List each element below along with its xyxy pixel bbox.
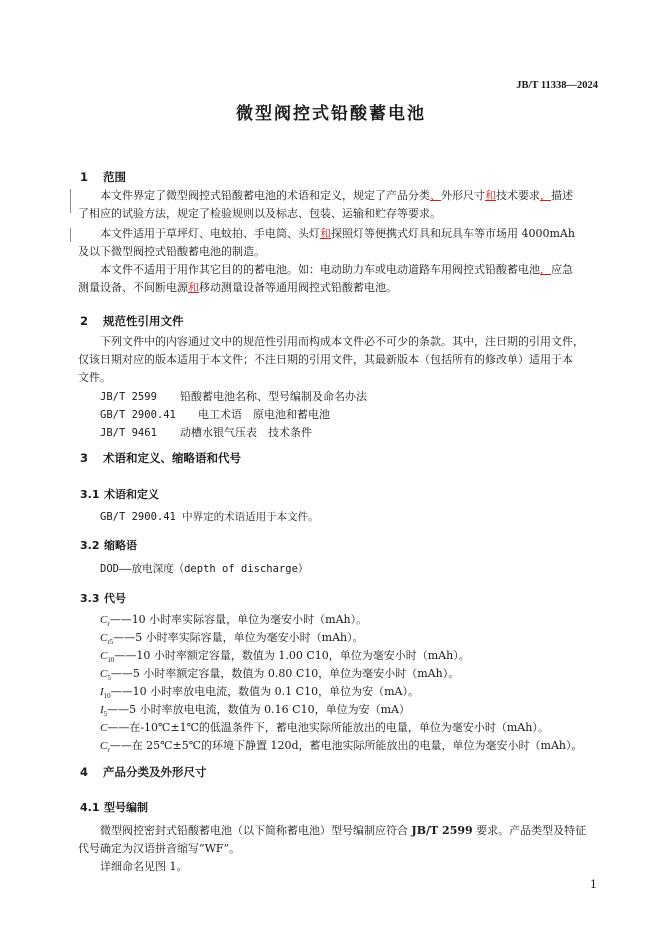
text-run: 微型阀控密封式铅酸蓄电池（以下简称蓄电池）型号编制应符合 (100, 824, 412, 837)
section-number: 3.2 (80, 539, 100, 552)
section-number: 3 (80, 451, 89, 465)
reference-code: JB/T 2599 (100, 391, 157, 403)
section-title: 范围 (103, 170, 126, 184)
scope-para-3-line-2 (78, 279, 397, 297)
text-run: 技术要求 (496, 189, 540, 202)
symbol-definition: ——5 小时率额定容量，数值为 0.80 C10，单位为毫安小时（mAh）。 (110, 667, 460, 680)
section-title: 规范性引用文件 (103, 314, 184, 328)
model-para-line-1 (100, 822, 586, 840)
inserted-text: 和 (188, 281, 199, 294)
section-3-1-heading (80, 486, 159, 502)
page-number: 1 (590, 878, 597, 891)
symbol-definition: ——10 小时率额定容量，数值为 1.00 C10，单位为毫安小时（mAh）。 (114, 649, 470, 662)
standard-ref: JB/T 2599 (411, 824, 473, 837)
reference-item (100, 424, 312, 442)
document-code: JB/T 11338—2024 (516, 80, 598, 91)
inserted-text: 和 (485, 189, 496, 202)
scope-para-2-line-2: 及以下微型阀控式铅酸蓄电池的制造。 (78, 245, 265, 258)
change-mark: ， (540, 189, 551, 202)
terms-text: GB/T 2900.41 中界定的术语适用于本文件。 (100, 511, 319, 523)
model-para-line-3: 详细命名见图 1。 (100, 860, 188, 873)
scope-para-2-line-1 (100, 225, 575, 243)
symbol: $I_{10}$ (100, 686, 111, 701)
section-title: 型号编制 (104, 801, 148, 814)
symbol: C (100, 722, 108, 734)
section-3-3-heading (80, 590, 126, 606)
section-title: 代号 (104, 592, 126, 605)
model-para-line-2: 代号确定为汉语拼音缩写“WF”。 (78, 842, 241, 855)
text-run: 本文件适用于草坪灯、电蚊拍、手电筒、头灯 (100, 227, 320, 240)
normative-intro-line-2: 仅该日期对应的版本适用于本文件；不注日期的引用文件，其最新版本（包括所有的修改单）适用于本 (78, 353, 573, 366)
reference-code: GB/T 2900.41 (100, 409, 176, 421)
section-4-heading (80, 764, 207, 780)
section-4-1-heading (80, 799, 148, 815)
section-1-heading (80, 169, 126, 185)
text-run: 本文件界定了微型阀控式铅酸蓄电池的术语和定义，规定了产品分类 (100, 189, 430, 202)
symbol: $C_{r5}$ (100, 632, 114, 647)
reference-code: JB/T 9461 (100, 427, 157, 439)
section-number: 1 (80, 170, 89, 184)
section-title: 术语和定义 (104, 488, 159, 501)
text-run: 移动测量设备等通用阀控式铅酸蓄电池。 (199, 281, 397, 294)
text-run: 应急 (551, 263, 573, 276)
bottom-margin (0, 906, 662, 936)
normative-intro-line-1: 下列文件中的内容通过文中的规范性引用而构成本文件必不可少的条款。其中，注日期的引用文件， (100, 335, 584, 348)
reference-name: 铅酸蓄电池名称、型号编制及命名办法 (180, 390, 367, 403)
inserted-text: 和 (320, 227, 331, 240)
normative-intro-line-3: 文件。 (78, 371, 111, 384)
section-3-2-heading (80, 537, 137, 553)
scope-para-1-line-1 (100, 187, 573, 205)
section-title: 缩略语 (104, 539, 137, 552)
symbol-item (100, 737, 583, 759)
change-bar (70, 228, 71, 242)
section-number: 3.3 (80, 592, 100, 605)
symbol-definition: ——在-10℃±1℃的低温条件下，蓄电池实际所能放出的电量，单位为毫安小时（mAh）。 (107, 721, 549, 734)
section-title: 产品分类及外形尺寸 (103, 765, 207, 779)
abbreviation-text: DOD——放电深度（depth of discharge） (100, 563, 309, 575)
reference-name: 电工术语 原电池和蓄电池 (198, 408, 330, 421)
section-3-heading (80, 450, 241, 466)
symbol-definition: ——在 25℃±5℃的环境下静置 120d，蓄电池实际所能放出的电量，单位为毫安小时（mAh）。 (109, 739, 583, 752)
text-run: 要求。产品类型及特征 (472, 824, 587, 837)
scope-para-1-line-2: 了相应的试验方法，规定了检验规则以及标志、包装、运输和贮存等要求。 (78, 207, 441, 220)
text-run: 测量设备、不间断电源 (78, 281, 188, 294)
scope-para-3-line-1 (100, 261, 573, 279)
text-run: 探照灯等便携式灯具和玩具车等市场用 4000mAh (331, 227, 575, 240)
section-number: 2 (80, 314, 89, 328)
symbol-definition: ——5 小时率实际容量，单位为毫安小时（mAh）。 (113, 631, 364, 644)
change-mark: 、 (430, 189, 441, 202)
section-number: 3.1 (80, 488, 100, 501)
section-title: 术语和定义、缩略语和代号 (103, 451, 241, 465)
symbol-definition: ——10 小时率实际容量，单位为毫安小时（mAh）。 (109, 613, 368, 626)
symbol-definition: ——5 小时率放电电流，数值为 0.16 C10，单位为安（mA） (107, 703, 410, 716)
change-bar (70, 189, 71, 213)
reference-name: 动槽水银气压表 技术条件 (180, 426, 312, 439)
reference-item (100, 388, 367, 406)
symbol-definition: ——10 小时率放电电流，数值为 0.1 C10，单位为安（mA）。 (110, 685, 419, 698)
text-run: 描述 (551, 189, 573, 202)
symbol: $C_r$ (100, 614, 110, 629)
change-mark: ， (540, 263, 551, 276)
section-number: 4 (80, 765, 89, 779)
symbol: $I_5$ (100, 704, 108, 719)
text-run: 本文件不适用于用作其它目的的蓄电池。如：电动助力车或电动道路车用阀控式铅酸蓄电池 (100, 263, 540, 276)
reference-item (100, 406, 330, 424)
page-title: 微型阀控式铅酸蓄电池 (236, 104, 426, 124)
symbol: $C_{10}$ (100, 650, 115, 665)
symbol: $C_5$ (100, 668, 111, 683)
text-run: 外形尺寸 (441, 189, 485, 202)
symbol: $C_r$ (100, 740, 110, 755)
section-number: 4.1 (80, 801, 100, 814)
section-2-heading (80, 313, 184, 329)
